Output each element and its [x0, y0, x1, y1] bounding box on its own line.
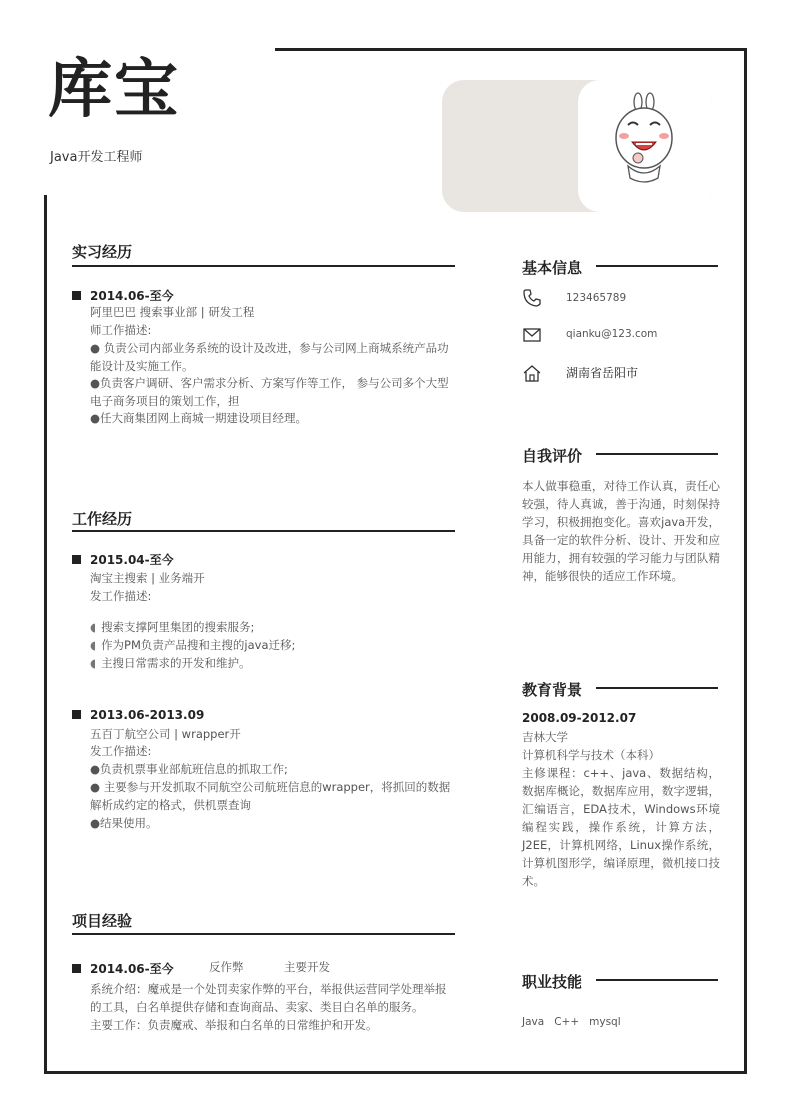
home-address: 湖南省岳阳市	[566, 366, 639, 380]
frame-right-border	[744, 48, 747, 1074]
work2-date: 2013.06-2013.09	[72, 708, 204, 722]
work1-item: ◖ 搜索支撑阿里集团的搜索服务;	[90, 618, 254, 636]
internship-date: 2014.06-至今	[72, 287, 174, 304]
project-work: 主要工作：负责魔戒、举报和白名单的日常维护和开发。	[90, 1018, 378, 1032]
work1-company: 淘宝主搜索 | 业务端开	[90, 571, 205, 585]
work1-date: 2015.04-至今	[72, 551, 174, 568]
internship-item: ● 负责公司内部业务系统的设计及改进，参与公司网上商城系统产品功能设计及实施工作。	[90, 341, 449, 373]
work2-desc-label: 发工作描述:	[90, 744, 152, 758]
section-divider	[596, 979, 718, 981]
frame-bottom-border	[47, 1071, 747, 1074]
work1-desc-label: 发工作描述:	[90, 589, 152, 603]
phone-number: 123465789	[566, 292, 627, 304]
section-divider	[596, 687, 718, 689]
work1-item: ◖ 作为PM负责产品搜和主搜的java迁移;	[90, 636, 295, 654]
work2-item: ● 主要参与开发抓取不同航空公司航班信息的wrapper，将抓回的数据解析成约定的格式，供机票查询	[90, 780, 451, 812]
internship-item: ●负责客户调研、客户需求分析、方案写作等工作， 参与公司多个大型电子商务项目的策划工作，担	[90, 376, 449, 408]
education-school: 吉林大学	[522, 730, 568, 744]
frame-top-border	[275, 48, 747, 51]
project-name: 反作弊	[209, 960, 244, 974]
home-icon	[522, 363, 542, 383]
frame-left-border	[44, 195, 47, 1074]
section-title-basic-info: 基本信息	[522, 259, 583, 277]
section-title-skills: 职业技能	[522, 973, 583, 991]
section-divider	[72, 530, 455, 532]
section-title-internship: 实习经历	[72, 243, 133, 261]
internship-company: 阿里巴巴 搜索事业部 | 研发工程	[90, 305, 255, 319]
section-title-projects: 项目经验	[72, 912, 133, 930]
candidate-name: 库宝	[48, 53, 180, 127]
section-title-work: 工作经历	[72, 510, 133, 528]
education-major: 计算机科学与技术（本科）	[522, 748, 660, 762]
education-date: 2008.09-2012.07	[522, 711, 637, 725]
work2-item: ●结果使用。	[90, 816, 158, 830]
avatar-cartoon-icon	[578, 80, 712, 212]
internship-desc-label: 师工作描述:	[90, 323, 152, 337]
section-title-education: 教育背景	[522, 681, 583, 699]
email-address: qianku@123.com	[566, 328, 658, 340]
mail-icon	[522, 325, 542, 345]
section-divider	[596, 453, 718, 455]
skills-list: Java C++ mysql	[522, 1016, 621, 1028]
internship-item: ●任大商集团网上商城一期建设项目经理。	[90, 411, 308, 425]
project-date: 2014.06-至今	[72, 960, 174, 977]
work2-company: 五百丁航空公司 | wrapper开	[90, 727, 241, 741]
section-divider	[72, 933, 455, 935]
job-title: Java开发工程师	[50, 150, 143, 165]
phone-icon	[522, 288, 542, 308]
work1-item: ◖ 主搜日常需求的开发和维护。	[90, 654, 251, 672]
project-desc: 系统介绍：魔戒是一个处罚卖家作弊的平台，举报供运营同学处理举报的工具，白名单提供存储和查询商品、卖家、类目白名单的服务。	[90, 982, 447, 1014]
avatar	[578, 80, 712, 212]
education-courses: 主修课程：c++、java、数据结构，数据库概论，数据库应用，数字逻辑，汇编语言，EDA技术，Windows环境编程实践，操作系统，计算方法，J2EE，计算机网络，Linux操作系统，计算机图形学，编译原理，微机接口技术。	[522, 766, 720, 888]
section-divider	[596, 265, 718, 267]
work2-item: ●负责机票事业部航班信息的抓取工作;	[90, 762, 288, 776]
section-divider	[72, 265, 455, 267]
project-role: 主要开发	[284, 960, 330, 974]
self-eval-text: 本人做事稳重，对待工作认真，责任心较强，待人真诚，善于沟通，时刻保持学习，积极拥抱变化。喜欢java开发，具备一定的软件分析、设计、开发和应用能力，拥有较强的学习能力与团队精神，能够很快的适应工作环境。	[522, 479, 720, 583]
section-title-self-eval: 自我评价	[522, 447, 583, 465]
